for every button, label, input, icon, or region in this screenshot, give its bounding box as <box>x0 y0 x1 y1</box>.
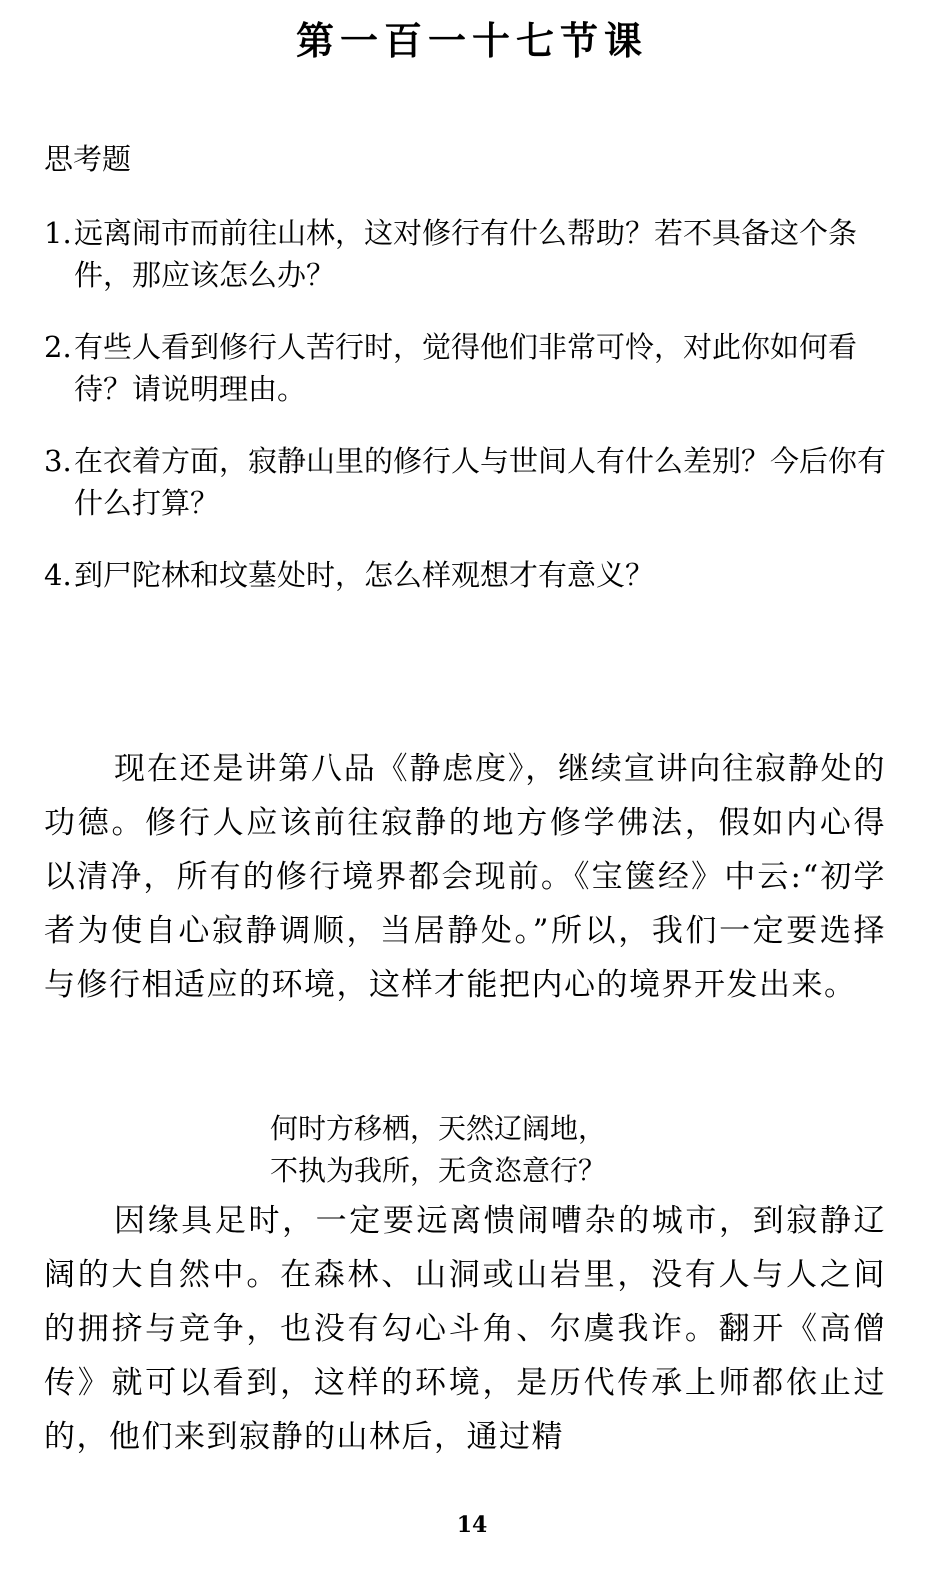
verse-line: 何时方移栖，天然辽阔地， <box>270 1112 607 1145</box>
question-list <box>44 212 904 626</box>
lesson-title: 第一百一十七节课 <box>295 18 648 63</box>
question-item <box>44 326 904 410</box>
question-text: 到尸陀林和坟墓处时，怎么样观想才有意义？ <box>74 558 655 592</box>
question-number: 3. <box>44 444 72 478</box>
question-item <box>44 554 904 596</box>
verse-block <box>270 1108 770 1192</box>
question-number: 2. <box>44 330 72 364</box>
verse-line: 不执为我所，无贪恣意行？ <box>270 1154 607 1187</box>
question-item <box>44 440 904 524</box>
section-label: 思考题 <box>44 142 132 176</box>
question-text: 有些人看到修行人苦行时，觉得他们非常可怜，对此你如何看待？请说明理由。 <box>74 330 858 406</box>
page-number: 14 <box>456 1512 488 1538</box>
question-number: 1. <box>44 216 72 250</box>
body-paragraph: 现在还是讲第八品《静虑度》，继续宣讲向往寂静处的功德。修行人应该前往寂静的地方修学佛法，假如内心得以清净，所有的修行境界都会现前。《宝箧经》中云:“初学者为使自心寂静调顺，当居静处。”所以，我们一定要选择与修行相适应的环境，这样才能把内心的境界开发出来。 <box>44 751 886 1003</box>
question-text: 在衣着方面，寂静山里的修行人与世间人有什么差别？今后你有什么打算？ <box>74 444 887 520</box>
question-number: 4. <box>44 558 72 592</box>
question-text: 远离闹市而前往山林，这对修行有什么帮助？若不具备这个条件，那应该怎么办？ <box>74 216 858 292</box>
body-paragraph: 因缘具足时，一定要远离愦闹嘈杂的城市，到寂静辽阔的大自然中。在森林、山洞或山岩里，没有人与人之间的拥挤与竞争，也没有勾心斗角、尔虞我诈。翻开《高僧传》就可以看到，这样的环境，是历代传承上师都依止过的，他们来到寂静的山林后，通过精 <box>44 1203 886 1455</box>
question-item <box>44 212 904 296</box>
